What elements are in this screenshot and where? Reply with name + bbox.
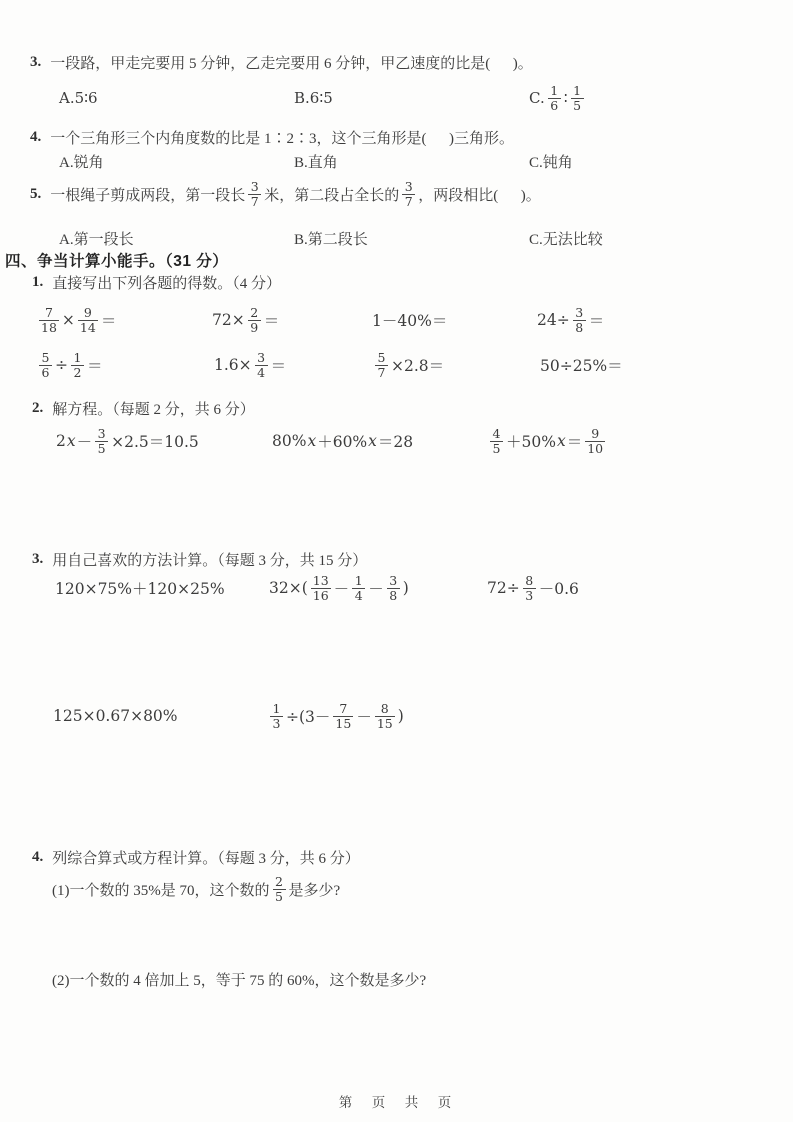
question-4-options xyxy=(0,151,793,171)
question-3-option-b: B.6∶5 xyxy=(294,89,333,107)
fraction: $\frac{5}{6}$ xyxy=(39,351,52,380)
question-3-stem: 一段路，甲走完要用 5 分钟，乙走完要用 6 分钟，甲乙速度的比是( )。 xyxy=(50,56,533,72)
variable: x xyxy=(307,432,317,450)
fraction: $\frac{8}{3}$ xyxy=(523,574,536,603)
question-3 xyxy=(30,52,533,73)
question-5-option-c: C.无法比较 xyxy=(529,231,603,248)
fraction: $\frac{3}{7}$ xyxy=(248,180,261,209)
question-4-stem: 一个三角形三个内角度数的比是 1∶2∶3，这个三角形是( )三角形。 xyxy=(50,131,514,147)
sub-4-number: 4. xyxy=(32,849,44,865)
question-4 xyxy=(30,127,514,148)
section-4-heading-text: 四、争当计算小能手。（31 分） xyxy=(5,253,229,270)
fraction: $\frac{3}{8}$ xyxy=(387,574,400,603)
sub-1-title: 直接写出下列各题的得数。（4 分） xyxy=(52,276,282,292)
fraction: $\frac{2}{5}$ xyxy=(273,875,286,904)
fraction: $\frac{13}{16}$ xyxy=(312,572,329,603)
fraction: $\frac{7}{15}$ xyxy=(335,700,352,731)
question-4-option-c: C.钝角 xyxy=(529,154,573,171)
question-4-option-a: A.锐角 xyxy=(59,154,104,171)
sub-1-row-1 xyxy=(0,299,793,341)
section-4-sub-4-heading xyxy=(32,847,360,868)
question-3-option-c: C. $\frac{1}{6}$ ∶ $\frac{1}{5}$ xyxy=(529,80,587,116)
equation-item: 80% x ＋60% x ＝28 xyxy=(272,432,414,451)
fraction: $\frac{9}{14}$ xyxy=(79,304,96,335)
sub-3-row-2 xyxy=(0,696,793,736)
calc-item: 1－40%＝ xyxy=(372,312,448,330)
calc-item: $\frac{7}{18}$ × $\frac{9}{14}$ ＝ xyxy=(41,304,117,335)
question-5-option-a: A.第一段长 xyxy=(59,231,134,248)
equation-item: $\frac{4}{5}$ ＋50% x ＝ $\frac{9}{10}$ xyxy=(487,419,608,463)
fraction: $\frac{3}{5}$ xyxy=(95,427,108,456)
sub-1-number: 1. xyxy=(32,274,44,290)
calc-item: $\frac{5}{7}$ ×2.8＝ xyxy=(372,344,444,386)
equation-item: 2 x － $\frac{3}{5}$ ×2.5＝10.5 xyxy=(56,425,199,456)
question-3-option-a: A.5∶6 xyxy=(59,89,98,107)
sub-3-title: 用自己喜欢的方法计算。（每题 3 分，共 15 分） xyxy=(52,553,368,569)
fraction: $\frac{3}{7}$ xyxy=(402,180,415,209)
sub-4-title: 列综合算式或方程计算。（每题 3 分，共 6 分） xyxy=(52,851,360,867)
sub-4-part-2-text: (2)一个数的 4 倍加上 5，等于 75 的 60%，这个数是多少? xyxy=(52,972,427,989)
fraction: $\frac{3}{4}$ xyxy=(255,351,268,380)
fraction: $\frac{4}{5}$ xyxy=(490,427,503,456)
section-4-heading xyxy=(5,249,228,271)
question-5-options xyxy=(0,228,793,248)
question-4-number: 4. xyxy=(30,129,42,145)
question-5-option-b: B.第二段长 xyxy=(294,231,368,248)
variable: x xyxy=(368,432,377,450)
calc-item: 50÷25%＝ xyxy=(540,357,623,375)
fraction: $\frac{1}{4}$ xyxy=(352,574,365,603)
sub-2-title: 解方程。（每题 2 分，共 6 分） xyxy=(52,402,255,418)
page-footer-text: 第 页 共 页 xyxy=(338,1095,455,1110)
variable: x xyxy=(66,432,76,450)
sub-4-part-2 xyxy=(52,968,426,990)
fraction: $\frac{2}{9}$ xyxy=(248,306,261,335)
section-4-sub-2-heading xyxy=(32,398,255,419)
fraction: $\frac{7}{18}$ xyxy=(41,304,57,335)
variable: x xyxy=(556,432,566,450)
sub-2-equations xyxy=(0,419,793,463)
calc-item: 72÷ $\frac{8}{3}$ －0.6 xyxy=(487,572,579,603)
fraction: $\frac{1}{2}$ xyxy=(71,351,84,380)
fraction: $\frac{1}{6}$ xyxy=(548,84,561,113)
fraction: $\frac{5}{7}$ xyxy=(375,351,388,380)
question-5-number: 5. xyxy=(30,185,42,202)
calc-item: $\frac{1}{3}$ ÷(3－ $\frac{7}{15}$ － $\frac{8}{15}$ ) xyxy=(267,696,404,736)
question-5-stem: 一根绳子剪成两段，第一段长 $\frac{3}{7}$ 米，第二段占全长的 $\frac{3}{7}$ ，两段相比( )。 xyxy=(50,178,541,209)
fraction: $\frac{9}{10}$ xyxy=(587,425,604,456)
calc-item: 1.6× $\frac{3}{4}$ ＝ xyxy=(214,349,287,380)
sub-2-number: 2. xyxy=(32,400,44,416)
question-3-number: 3. xyxy=(30,54,42,70)
calc-item: 125×0.67×80% xyxy=(53,707,178,725)
fraction: $\frac{8}{15}$ xyxy=(376,700,393,731)
sub-4-part-1 xyxy=(52,870,340,908)
fraction: $\frac{1}{3}$ xyxy=(270,702,283,731)
sub-3-row-1 xyxy=(0,567,793,609)
page-footer xyxy=(0,1091,793,1111)
sub-1-row-2 xyxy=(0,344,793,386)
sub-4-part-1-text: (1)一个数的 35%是 70，这个数的 $\frac{2}{5}$ 是多少? xyxy=(52,873,341,904)
fraction: $\frac{1}{5}$ xyxy=(571,84,584,113)
calc-item: 24÷ $\frac{3}{8}$ ＝ xyxy=(537,304,605,335)
question-5 xyxy=(30,175,541,213)
section-4-sub-1-heading xyxy=(32,272,281,293)
sub-3-number: 3. xyxy=(32,551,44,567)
calc-item: 32×( $\frac{13}{16}$ － $\frac{1}{4}$ － $\frac{3}{8}$ ) xyxy=(269,572,409,603)
question-3-options xyxy=(0,80,793,116)
calc-item: $\frac{5}{6}$ ÷ $\frac{1}{2}$ ＝ xyxy=(36,344,103,386)
calc-item: 72× $\frac{2}{9}$ ＝ xyxy=(212,304,280,335)
fraction: $\frac{3}{8}$ xyxy=(573,306,586,335)
calc-item: 120×75%＋120×25% xyxy=(55,580,225,598)
question-4-option-b: B.直角 xyxy=(294,154,338,171)
